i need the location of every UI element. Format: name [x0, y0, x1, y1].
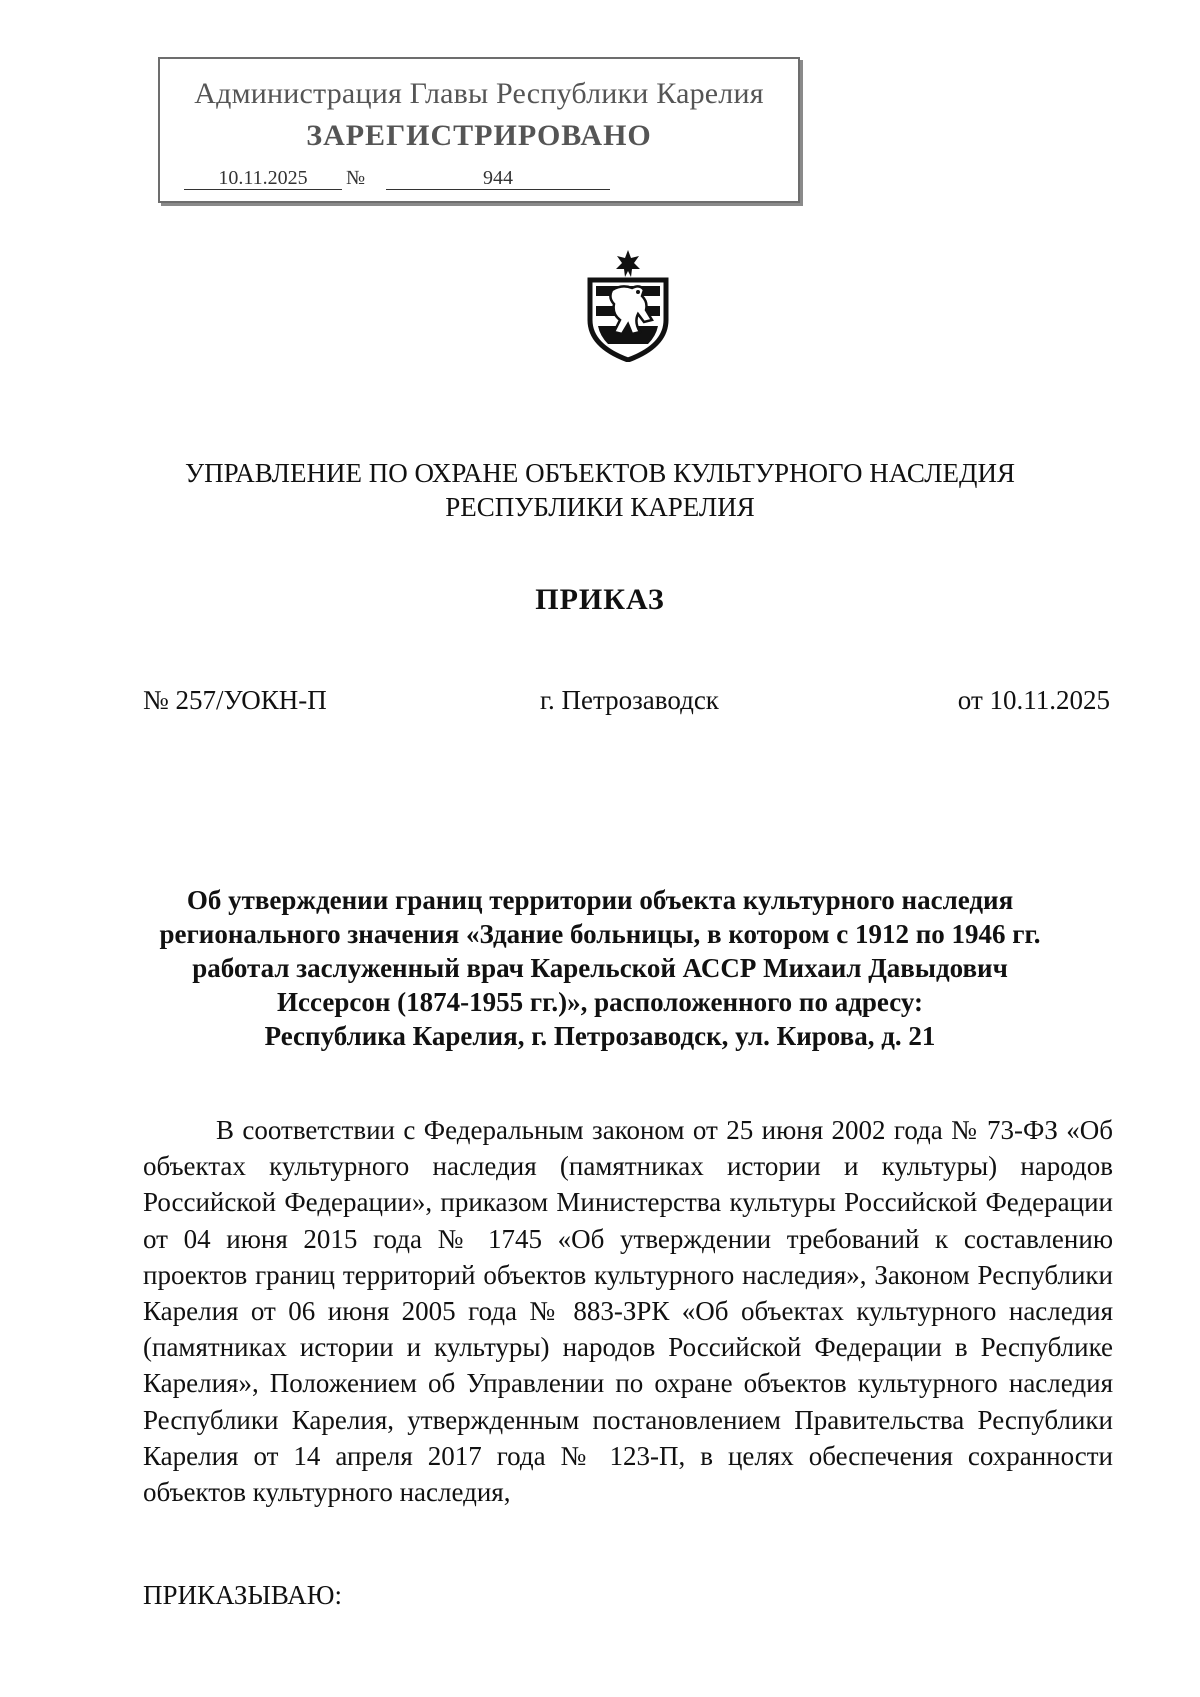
document-title: ПРИКАЗ: [535, 583, 665, 616]
order-number: № 257/УОКН-П: [143, 685, 327, 715]
registration-stamp: [158, 57, 800, 203]
subject-line-4: Иссерсон (1874-1955 гг.)», расположенного по адресу:: [277, 987, 923, 1017]
stamp-registered-label: ЗАРЕГИСТРИРОВАНО: [306, 119, 652, 152]
organization-line-1: УПРАВЛЕНИЕ ПО ОХРАНЕ ОБЪЕКТОВ КУЛЬТУРНОГО НАСЛЕДИЯ: [185, 458, 1015, 488]
order-city: г. Петрозаводск: [540, 685, 719, 715]
subject-line-2: регионального значения «Здание больницы, в котором с 1912 по 1946 гг.: [159, 919, 1041, 949]
stamp-registration-number: 944: [386, 167, 610, 190]
organization-line-2: РЕСПУБЛИКИ КАРЕЛИЯ: [445, 492, 755, 522]
karelia-coat-of-arms-icon: [582, 250, 674, 362]
stamp-number-sign: №: [346, 167, 366, 189]
subject-line-1: Об утверждении границ территории объекта культурного наследия: [186, 885, 1014, 915]
order-directive: ПРИКАЗЫВАЮ:: [143, 1580, 342, 1610]
order-subject: [130, 883, 1070, 1053]
subject-line-3: работал заслуженный врач Карельской АССР Михаил Давыдович: [192, 953, 1008, 983]
body-paragraph: В соответствии с Федеральным законом от 25 июня 2002 года № 73-ФЗ «Об объектах культурного наследия (памятниках истории и культуры) народов Российской Федерации», приказом Министерства культуры Российской Федерации от 04 июня 2015 года № 1745 «Об утверждении требований к составлению проектов границ территорий объектов культурного наследия», Законом Республики Карелия от 06 июня 2005 года № 883-ЗРК «Об объектах культурного наследия (памятниках истории и культуры) народов Российской Федерации в Республике Карелия», Положением об Управлении по охране объектов культурного наследия Республики Карелия, утвержденным постановлением Правительства Республики Карелия от 14 апреля 2017 года № 123-П, в целях обеспечения сохранности объектов культурного наследия,: [143, 1115, 1113, 1508]
order-date: от 10.11.2025: [957, 685, 1110, 715]
organization-name: [100, 456, 1100, 524]
stamp-date: 10.11.2025: [184, 167, 342, 190]
stamp-administration-label: Администрация Главы Республики Карелия: [194, 77, 764, 110]
subject-line-5: Республика Карелия, г. Петрозаводск, ул. Кирова, д. 21: [264, 1021, 936, 1051]
